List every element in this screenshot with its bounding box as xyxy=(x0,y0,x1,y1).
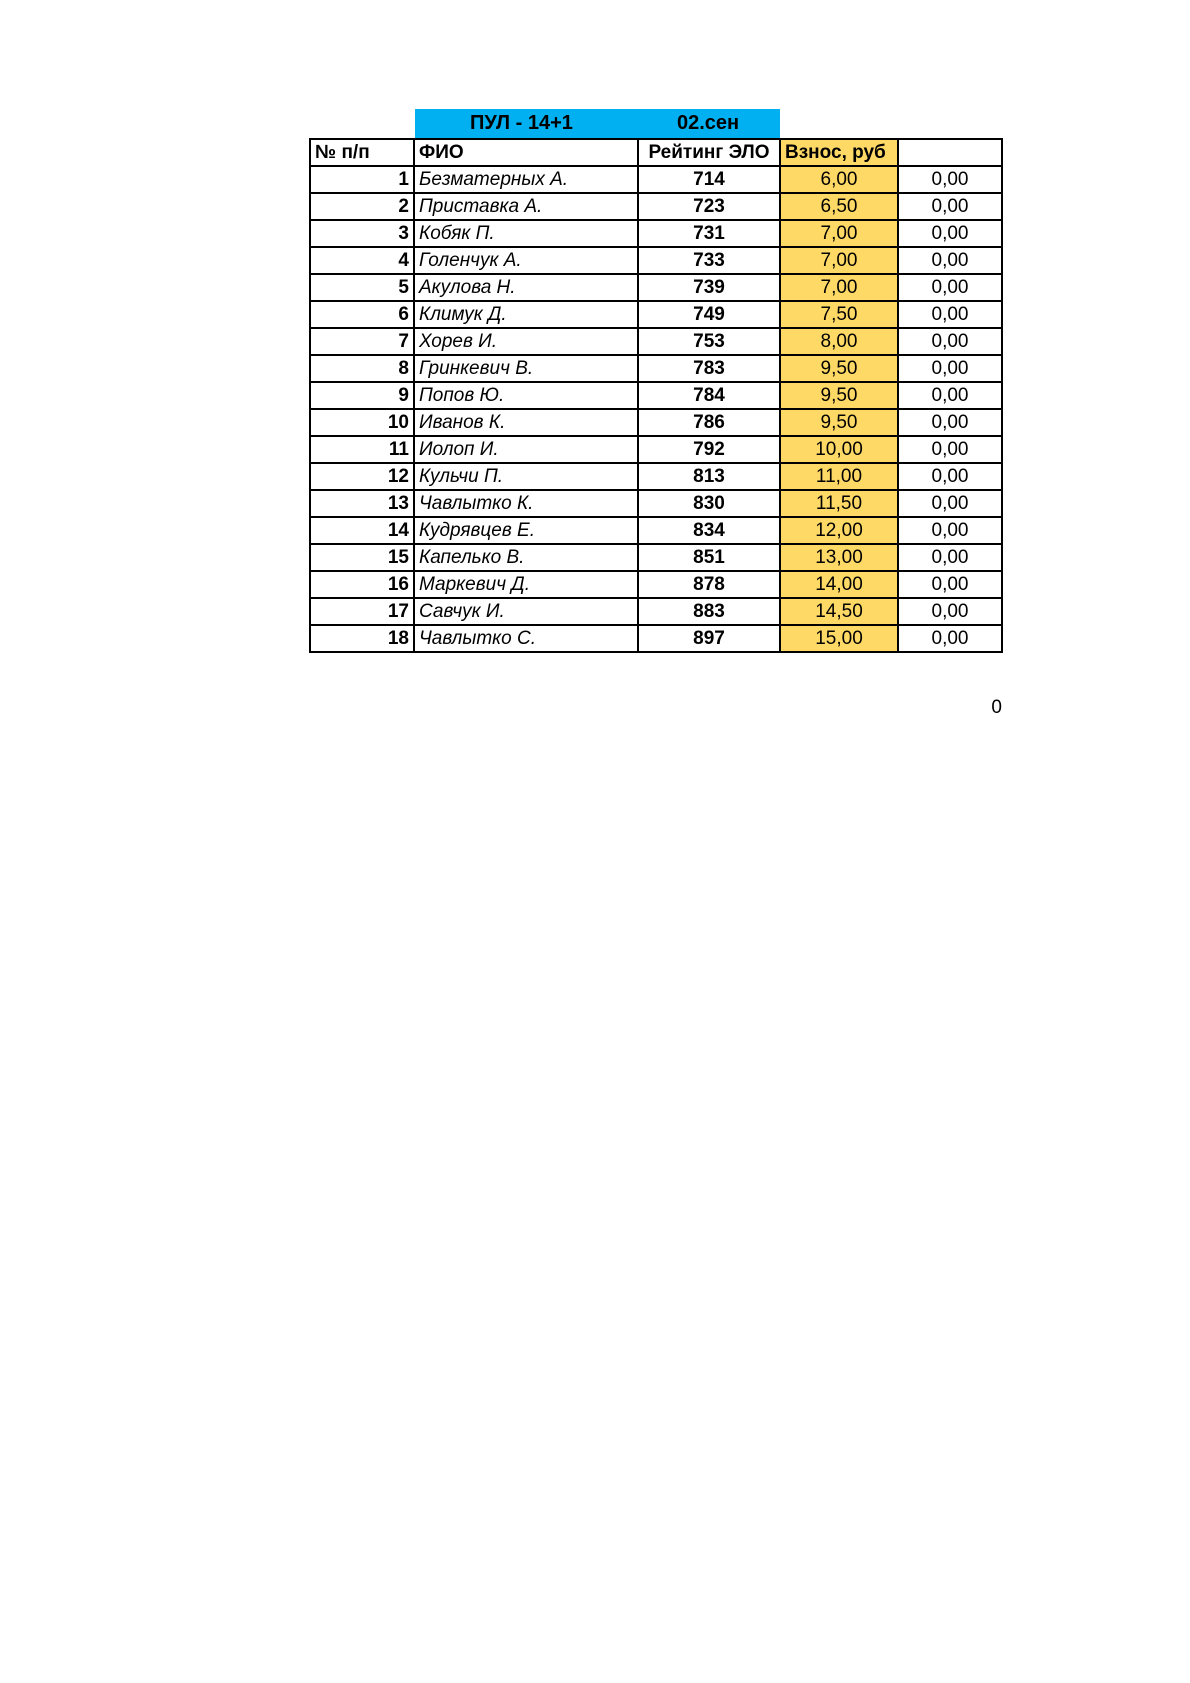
cell-rating: 731 xyxy=(638,220,780,247)
header-row xyxy=(310,139,1002,166)
cell-rating: 739 xyxy=(638,274,780,301)
cell-fee: 11,00 xyxy=(780,463,898,490)
column-header-name: ФИО xyxy=(414,139,638,166)
table-row xyxy=(310,166,1002,193)
cell-fee: 6,00 xyxy=(780,166,898,193)
table-row xyxy=(310,301,1002,328)
column-header-rating: Рейтинг ЭЛО xyxy=(638,139,780,166)
table-row xyxy=(310,544,1002,571)
table-row xyxy=(310,571,1002,598)
cell-name: Савчук И. xyxy=(414,598,638,625)
cell-fee: 13,00 xyxy=(780,544,898,571)
cell-num: 9 xyxy=(310,382,414,409)
cell-fee: 14,50 xyxy=(780,598,898,625)
cell-num: 4 xyxy=(310,247,414,274)
cell-num: 2 xyxy=(310,193,414,220)
table-row xyxy=(310,193,1002,220)
table-row xyxy=(310,247,1002,274)
cell-rating: 834 xyxy=(638,517,780,544)
cell-num: 13 xyxy=(310,490,414,517)
cell-num: 17 xyxy=(310,598,414,625)
cell-name: Чавлытко С. xyxy=(414,625,638,652)
cell-fee: 7,00 xyxy=(780,274,898,301)
cell-rating: 813 xyxy=(638,463,780,490)
cell-extra: 0,00 xyxy=(898,301,1002,328)
cell-extra: 0,00 xyxy=(898,274,1002,301)
cell-name: Акулова Н. xyxy=(414,274,638,301)
cell-fee: 9,50 xyxy=(780,409,898,436)
cell-num: 10 xyxy=(310,409,414,436)
cell-name: Голенчук А. xyxy=(414,247,638,274)
cell-num: 1 xyxy=(310,166,414,193)
cell-extra: 0,00 xyxy=(898,571,1002,598)
cell-extra: 0,00 xyxy=(898,436,1002,463)
cell-name: Хорев И. xyxy=(414,328,638,355)
cell-extra: 0,00 xyxy=(898,598,1002,625)
cell-fee: 14,00 xyxy=(780,571,898,598)
cell-fee: 7,00 xyxy=(780,247,898,274)
table-row xyxy=(310,409,1002,436)
cell-name: Безматерных А. xyxy=(414,166,638,193)
cell-rating: 786 xyxy=(638,409,780,436)
cell-extra: 0,00 xyxy=(898,220,1002,247)
pool-label: ПУЛ - 14+1 xyxy=(470,112,573,134)
cell-rating: 749 xyxy=(638,301,780,328)
cell-rating: 783 xyxy=(638,355,780,382)
participants-table xyxy=(309,138,1003,653)
table-row xyxy=(310,490,1002,517)
cell-name: Климук Д. xyxy=(414,301,638,328)
cell-extra: 0,00 xyxy=(898,625,1002,652)
cell-num: 11 xyxy=(310,436,414,463)
column-header-fee: Взнос, руб xyxy=(780,139,898,166)
cell-rating: 733 xyxy=(638,247,780,274)
cell-num: 18 xyxy=(310,625,414,652)
cell-extra: 0,00 xyxy=(898,463,1002,490)
cell-name: Кудрявцев Е. xyxy=(414,517,638,544)
cell-extra: 0,00 xyxy=(898,193,1002,220)
cell-name: Маркевич Д. xyxy=(414,571,638,598)
cell-fee: 10,00 xyxy=(780,436,898,463)
cell-extra: 0,00 xyxy=(898,355,1002,382)
cell-name: Гринкевич В. xyxy=(414,355,638,382)
column-header-extra xyxy=(898,139,1002,166)
cell-name: Иванов К. xyxy=(414,409,638,436)
table-row xyxy=(310,328,1002,355)
table-row xyxy=(310,463,1002,490)
cell-name: Капелько В. xyxy=(414,544,638,571)
footer-total: 0 xyxy=(991,697,1002,718)
cell-fee: 9,50 xyxy=(780,382,898,409)
cell-extra: 0,00 xyxy=(898,247,1002,274)
cell-name: Иолоп И. xyxy=(414,436,638,463)
cell-fee: 8,00 xyxy=(780,328,898,355)
cell-name: Попов Ю. xyxy=(414,382,638,409)
cell-num: 15 xyxy=(310,544,414,571)
table-row xyxy=(310,220,1002,247)
date-label: 02.сен xyxy=(677,112,740,134)
cell-fee: 15,00 xyxy=(780,625,898,652)
cell-name: Приставка А. xyxy=(414,193,638,220)
cell-num: 14 xyxy=(310,517,414,544)
table-row xyxy=(310,274,1002,301)
cell-rating: 878 xyxy=(638,571,780,598)
cell-rating: 784 xyxy=(638,382,780,409)
cell-rating: 753 xyxy=(638,328,780,355)
cell-name: Кобяк П. xyxy=(414,220,638,247)
table-row xyxy=(310,355,1002,382)
cell-extra: 0,00 xyxy=(898,382,1002,409)
cell-num: 8 xyxy=(310,355,414,382)
cell-num: 3 xyxy=(310,220,414,247)
cell-rating: 851 xyxy=(638,544,780,571)
cell-rating: 792 xyxy=(638,436,780,463)
cell-extra: 0,00 xyxy=(898,166,1002,193)
cell-extra: 0,00 xyxy=(898,490,1002,517)
table-row xyxy=(310,436,1002,463)
cell-extra: 0,00 xyxy=(898,409,1002,436)
cell-name: Кульчи П. xyxy=(414,463,638,490)
cell-name: Чавлытко К. xyxy=(414,490,638,517)
pool-banner xyxy=(415,109,780,138)
cell-rating: 830 xyxy=(638,490,780,517)
cell-rating: 714 xyxy=(638,166,780,193)
cell-fee: 9,50 xyxy=(780,355,898,382)
cell-fee: 12,00 xyxy=(780,517,898,544)
cell-num: 5 xyxy=(310,274,414,301)
cell-fee: 7,00 xyxy=(780,220,898,247)
cell-fee: 11,50 xyxy=(780,490,898,517)
table-row xyxy=(310,382,1002,409)
cell-num: 16 xyxy=(310,571,414,598)
cell-rating: 723 xyxy=(638,193,780,220)
cell-num: 12 xyxy=(310,463,414,490)
column-header-num: № п/п xyxy=(310,139,414,166)
cell-extra: 0,00 xyxy=(898,517,1002,544)
cell-rating: 897 xyxy=(638,625,780,652)
table-row xyxy=(310,598,1002,625)
table-row xyxy=(310,625,1002,652)
cell-num: 7 xyxy=(310,328,414,355)
cell-num: 6 xyxy=(310,301,414,328)
cell-extra: 0,00 xyxy=(898,328,1002,355)
cell-rating: 883 xyxy=(638,598,780,625)
cell-fee: 7,50 xyxy=(780,301,898,328)
cell-extra: 0,00 xyxy=(898,544,1002,571)
cell-fee: 6,50 xyxy=(780,193,898,220)
table-row xyxy=(310,517,1002,544)
